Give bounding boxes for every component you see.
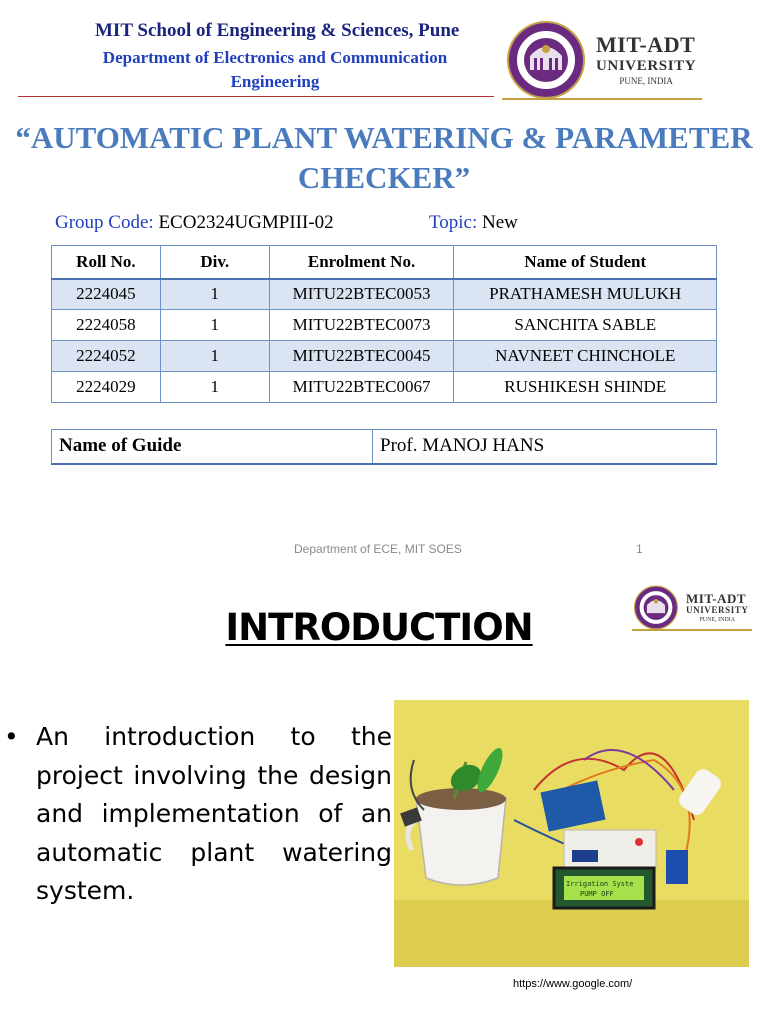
roll-no-cell: 2224029 [52, 372, 161, 403]
slide-heading: INTRODUCTION [225, 606, 533, 649]
students-table [51, 245, 717, 403]
div-cell: 1 [160, 279, 269, 310]
guide-row [52, 430, 717, 464]
group-code-value: ECO2324UGMPIII-02 [158, 212, 334, 233]
table-row [52, 279, 717, 310]
logo-line-2: UNIVERSITY [686, 605, 749, 615]
column-header: Name of Student [454, 246, 717, 279]
bullet-point [4, 718, 392, 911]
enrolment-cell: MITU22BTEC0053 [269, 279, 454, 310]
department-name: Department of Electronics and Communication Engineering [102, 48, 448, 91]
topic [429, 212, 518, 234]
project-title: “AUTOMATIC PLANT WATERING & PARAMETER CHECKER” [15, 120, 753, 195]
column-header: Div. [160, 246, 269, 279]
column-header: Roll No. [52, 246, 161, 279]
university-logo [500, 20, 705, 102]
project-photo [394, 700, 749, 967]
div-cell: 1 [160, 372, 269, 403]
enrolment-cell: MITU22BTEC0067 [269, 372, 454, 403]
logo-wordmark [596, 34, 696, 86]
logo-line-1: MIT-ADT [686, 591, 747, 606]
table-header-row [52, 246, 717, 279]
school-name: MIT School of Engineering & Sciences, Pune [95, 20, 460, 41]
lcd-line-1: Irrigation Syste [566, 880, 634, 888]
table-row [52, 341, 717, 372]
div-cell: 1 [160, 310, 269, 341]
enrolment-cell: MITU22BTEC0045 [269, 341, 454, 372]
university-seal-icon [500, 20, 592, 100]
enrolment-cell: MITU22BTEC0073 [269, 310, 454, 341]
group-code-label: Group Code: [55, 212, 154, 233]
roll-no-cell: 2224058 [52, 310, 161, 341]
header-divider [18, 96, 494, 97]
student-name-cell: SANCHITA SABLE [454, 310, 717, 341]
student-name-cell: RUSHIKESH SHINDE [454, 372, 717, 403]
bullet-icon: • [4, 722, 19, 751]
div-cell: 1 [160, 341, 269, 372]
bullet-text: An introduction to the project involving the design and implementation of an automatic plant watering system. [36, 722, 392, 905]
table-row [52, 372, 717, 403]
topic-value: New [482, 212, 518, 233]
guide-label: Name of Guide [52, 430, 373, 464]
column-header: Enrolment No. [269, 246, 454, 279]
group-code [55, 212, 334, 234]
footer-page-number: 1 [636, 542, 643, 556]
logo-line-2: UNIVERSITY [596, 58, 697, 74]
logo-line-3: PUNE, INDIA [699, 617, 736, 623]
photo-caption: https://www.google.com/ [513, 978, 633, 990]
footer-department: Department of ECE, MIT SOES [294, 542, 462, 556]
student-name-cell: PRATHAMESH MULUKH [454, 279, 717, 310]
table-row [52, 310, 717, 341]
student-name-cell: NAVNEET CHINCHOLE [454, 341, 717, 372]
lcd-line-2: PUMP OFF [580, 890, 614, 898]
guide-table [51, 429, 717, 465]
roll-no-cell: 2224045 [52, 279, 161, 310]
topic-label: Topic: [429, 212, 478, 233]
roll-no-cell: 2224052 [52, 341, 161, 372]
logo-line-3: PUNE, INDIA [619, 76, 673, 86]
guide-value: Prof. MANOJ HANS [373, 430, 717, 464]
logo-underline [502, 98, 702, 100]
logo-line-1: MIT-ADT [596, 32, 696, 57]
